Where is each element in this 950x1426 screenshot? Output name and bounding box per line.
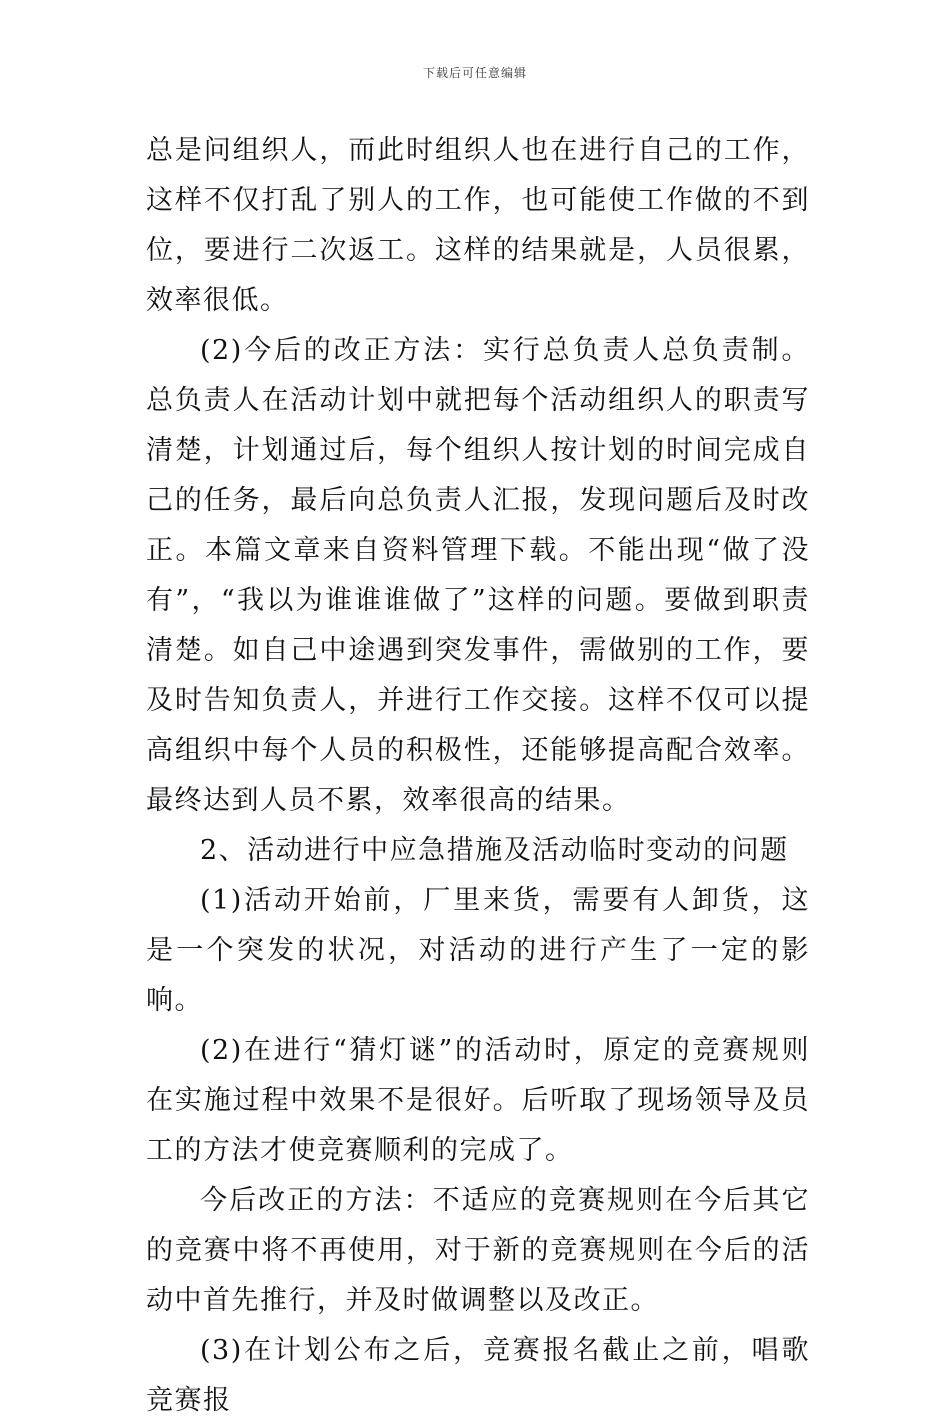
paragraph-item-2: (2)在进行“猜灯谜”的活动时，原定的竞赛规则在实施过程中效果不是很好。后听取了现场领导及员工的方法才使竞赛顺利的完成了。 [146, 1035, 810, 1166]
document-body [146, 126, 810, 1426]
paragraph-item-3: (3)在计划公布之后，竞赛报名截止之前，唱歌竞赛报 [146, 1335, 810, 1416]
paragraph-correction-method: 今后改正的方法：不适应的竞赛规则在今后其它的竞赛中将不再使用，对于新的竞赛规则在今后的活动中首先推行，并及时做调整以及改正。 [146, 1185, 810, 1316]
paragraph-continuation: 总是问组织人，而此时组织人也在进行自己的工作，这样不仅打乱了别人的工作，也可能使工作做的不到位，要进行二次返工。这样的结果就是，人员很累，效率很低。 [146, 135, 810, 316]
page-header: 下载后可任意编辑 [422, 66, 527, 80]
section-heading-2: 2、活动进行中应急措施及活动临时变动的问题 [200, 835, 789, 866]
paragraph-item-1: (1)活动开始前，厂里来货，需要有人卸货，这是一个突发的状况，对活动的进行产生了一定的影响。 [146, 885, 810, 1016]
paragraph-correction-method-2: (2)今后的改正方法：实行总负责人总负责制。总负责人在活动计划中就把每个活动组织人的职责写清楚，计划通过后，每个组织人按计划的时间完成自己的任务，最后向总负责人汇报，发现问题后及时改正。本篇文章来自资料管理下载。不能出现“做了没有”，“我以为谁谁谁做了”这样的问题。要做到职责清楚。如自己中途遇到突发事件，需做别的工作，要及时告知负责人，并进行工作交接。这样不仅可以提高组织中每个人员的积极性，还能够提高配合效率。最终达到人员不累，效率很高的结果。 [146, 335, 810, 816]
